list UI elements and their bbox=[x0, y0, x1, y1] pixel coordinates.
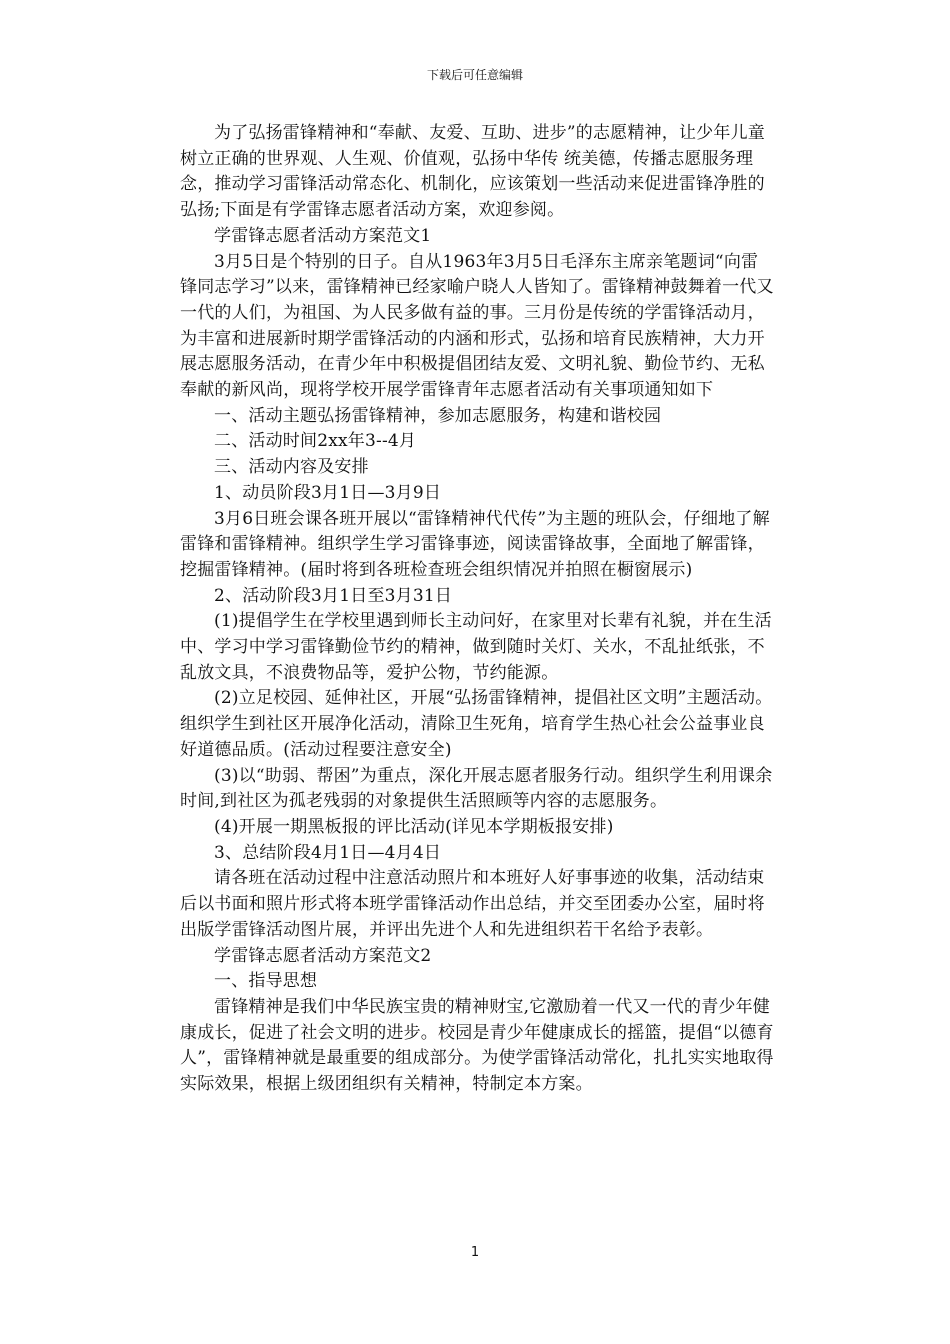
list-item: 二、活动时间2xx年3--4月 bbox=[214, 431, 417, 452]
paragraph: 3月5日是个特别的日子。自从1963年3月5日毛泽东主席亲笔题词“向雷锋同志学习”以来，雷锋精神已经家喻户晓人人皆知了。雷锋精神鼓舞着一代又一代的人们，为祖国、为人民多做有益的事。三月份是传统的学雷锋活动月，为丰富和进展新时期学雷锋活动的内涵和形式，弘扬和培育民族精神，大力开展志愿服务活动，在青少年中积极提倡团结友爱、文明礼貌、勤俭节约、无私奉献的新风尚，现将学校开展学雷锋青年志愿者活动有关事项通知如下 bbox=[180, 251, 774, 401]
paragraph: (3)以“助弱、帮困”为重点，深化开展志愿者服务行动。组织学生利用课余时间,到社区为孤老残弱的对象提供生活照顾等内容的志愿服务。 bbox=[180, 765, 773, 812]
page-number: 1 bbox=[470, 1245, 480, 1260]
paragraph: (2)立足校园、延伸社区，开展“弘扬雷锋精神，提倡社区文明”主题活动。组织学生到社区开展净化活动，清除卫生死角，培育学生热心社会公益事业良好道德品质。(活动过程要注意安全) bbox=[180, 688, 773, 760]
paragraph: 3月6日班会课各班开展以“雷锋精神代代传”为主题的班队会，仔细地了解雷锋和雷锋精神。组织学生学习雷锋事迹，阅读雷锋故事，全面地了解雷锋，挖掘雷锋精神。(届时将到各班检查班会组织情况并拍照在橱窗展示) bbox=[180, 508, 770, 580]
list-item: 一、指导思想 bbox=[214, 971, 318, 992]
list-item: 三、活动内容及安排 bbox=[214, 457, 369, 478]
paragraph: 雷锋精神是我们中华民族宝贵的精神财宝,它激励着一代又一代的青少年健康成长，促进了社会文明的进步。校园是青少年健康成长的摇篮，提倡“以德育人”，雷锋精神就是最重要的组成部分。为使学雷锋活动常化，扎扎实实地取得实际效果，根据上级团组织有关精神，特制定本方案。 bbox=[180, 996, 774, 1095]
paragraph: 请各班在活动过程中注意活动照片和本班好人好事事迹的收集，活动结束后以书面和照片形式将本班学雷锋活动作出总结，并交至团委办公室，届时将出版学雷锋活动图片展，并评出先进个人和先进组织若干名给予表彰。 bbox=[180, 868, 765, 940]
document-body bbox=[180, 121, 775, 1098]
paragraph-intro: 为了弘扬雷锋精神和“奉献、友爱、互助、进步”的志愿精神，让少年儿童树立正确的世界观、人生观、价值观，弘扬中华传 统美德，传播志愿服务理念，推动学习雷锋活动常态化、机制化，应该策划一些活动来促进雷锋净胜的弘扬;下面是有学雷锋志愿者活动方案，欢迎参阅。 bbox=[180, 123, 765, 221]
list-item: 一、活动主题弘扬雷锋精神，参加志愿服务，构建和谐校园 bbox=[214, 405, 662, 426]
paragraph: (1)提倡学生在学校里遇到师长主动问好，在家里对长辈有礼貌，并在生活中、学习中学习雷锋勤俭节约的精神，做到随时关灯、关水，不乱扯纸张，不乱放文具，不浪费物品等，爱护公物，节约能源。 bbox=[180, 611, 772, 683]
page-header-note: 下载后可任意编辑 bbox=[426, 68, 523, 82]
list-item: 1、动员阶段3月1日—3月9日 bbox=[214, 482, 442, 503]
list-item: 2、活动阶段3月1日至3月31日 bbox=[214, 585, 453, 606]
section-title-1: 学雷锋志愿者活动方案范文1 bbox=[214, 225, 432, 246]
paragraph: (4)开展一期黑板报的评比活动(详见本学期板报安排) bbox=[214, 816, 614, 837]
list-item: 3、总结阶段4月1日—4月4日 bbox=[214, 842, 442, 863]
section-title-2: 学雷锋志愿者活动方案范文2 bbox=[214, 945, 432, 966]
